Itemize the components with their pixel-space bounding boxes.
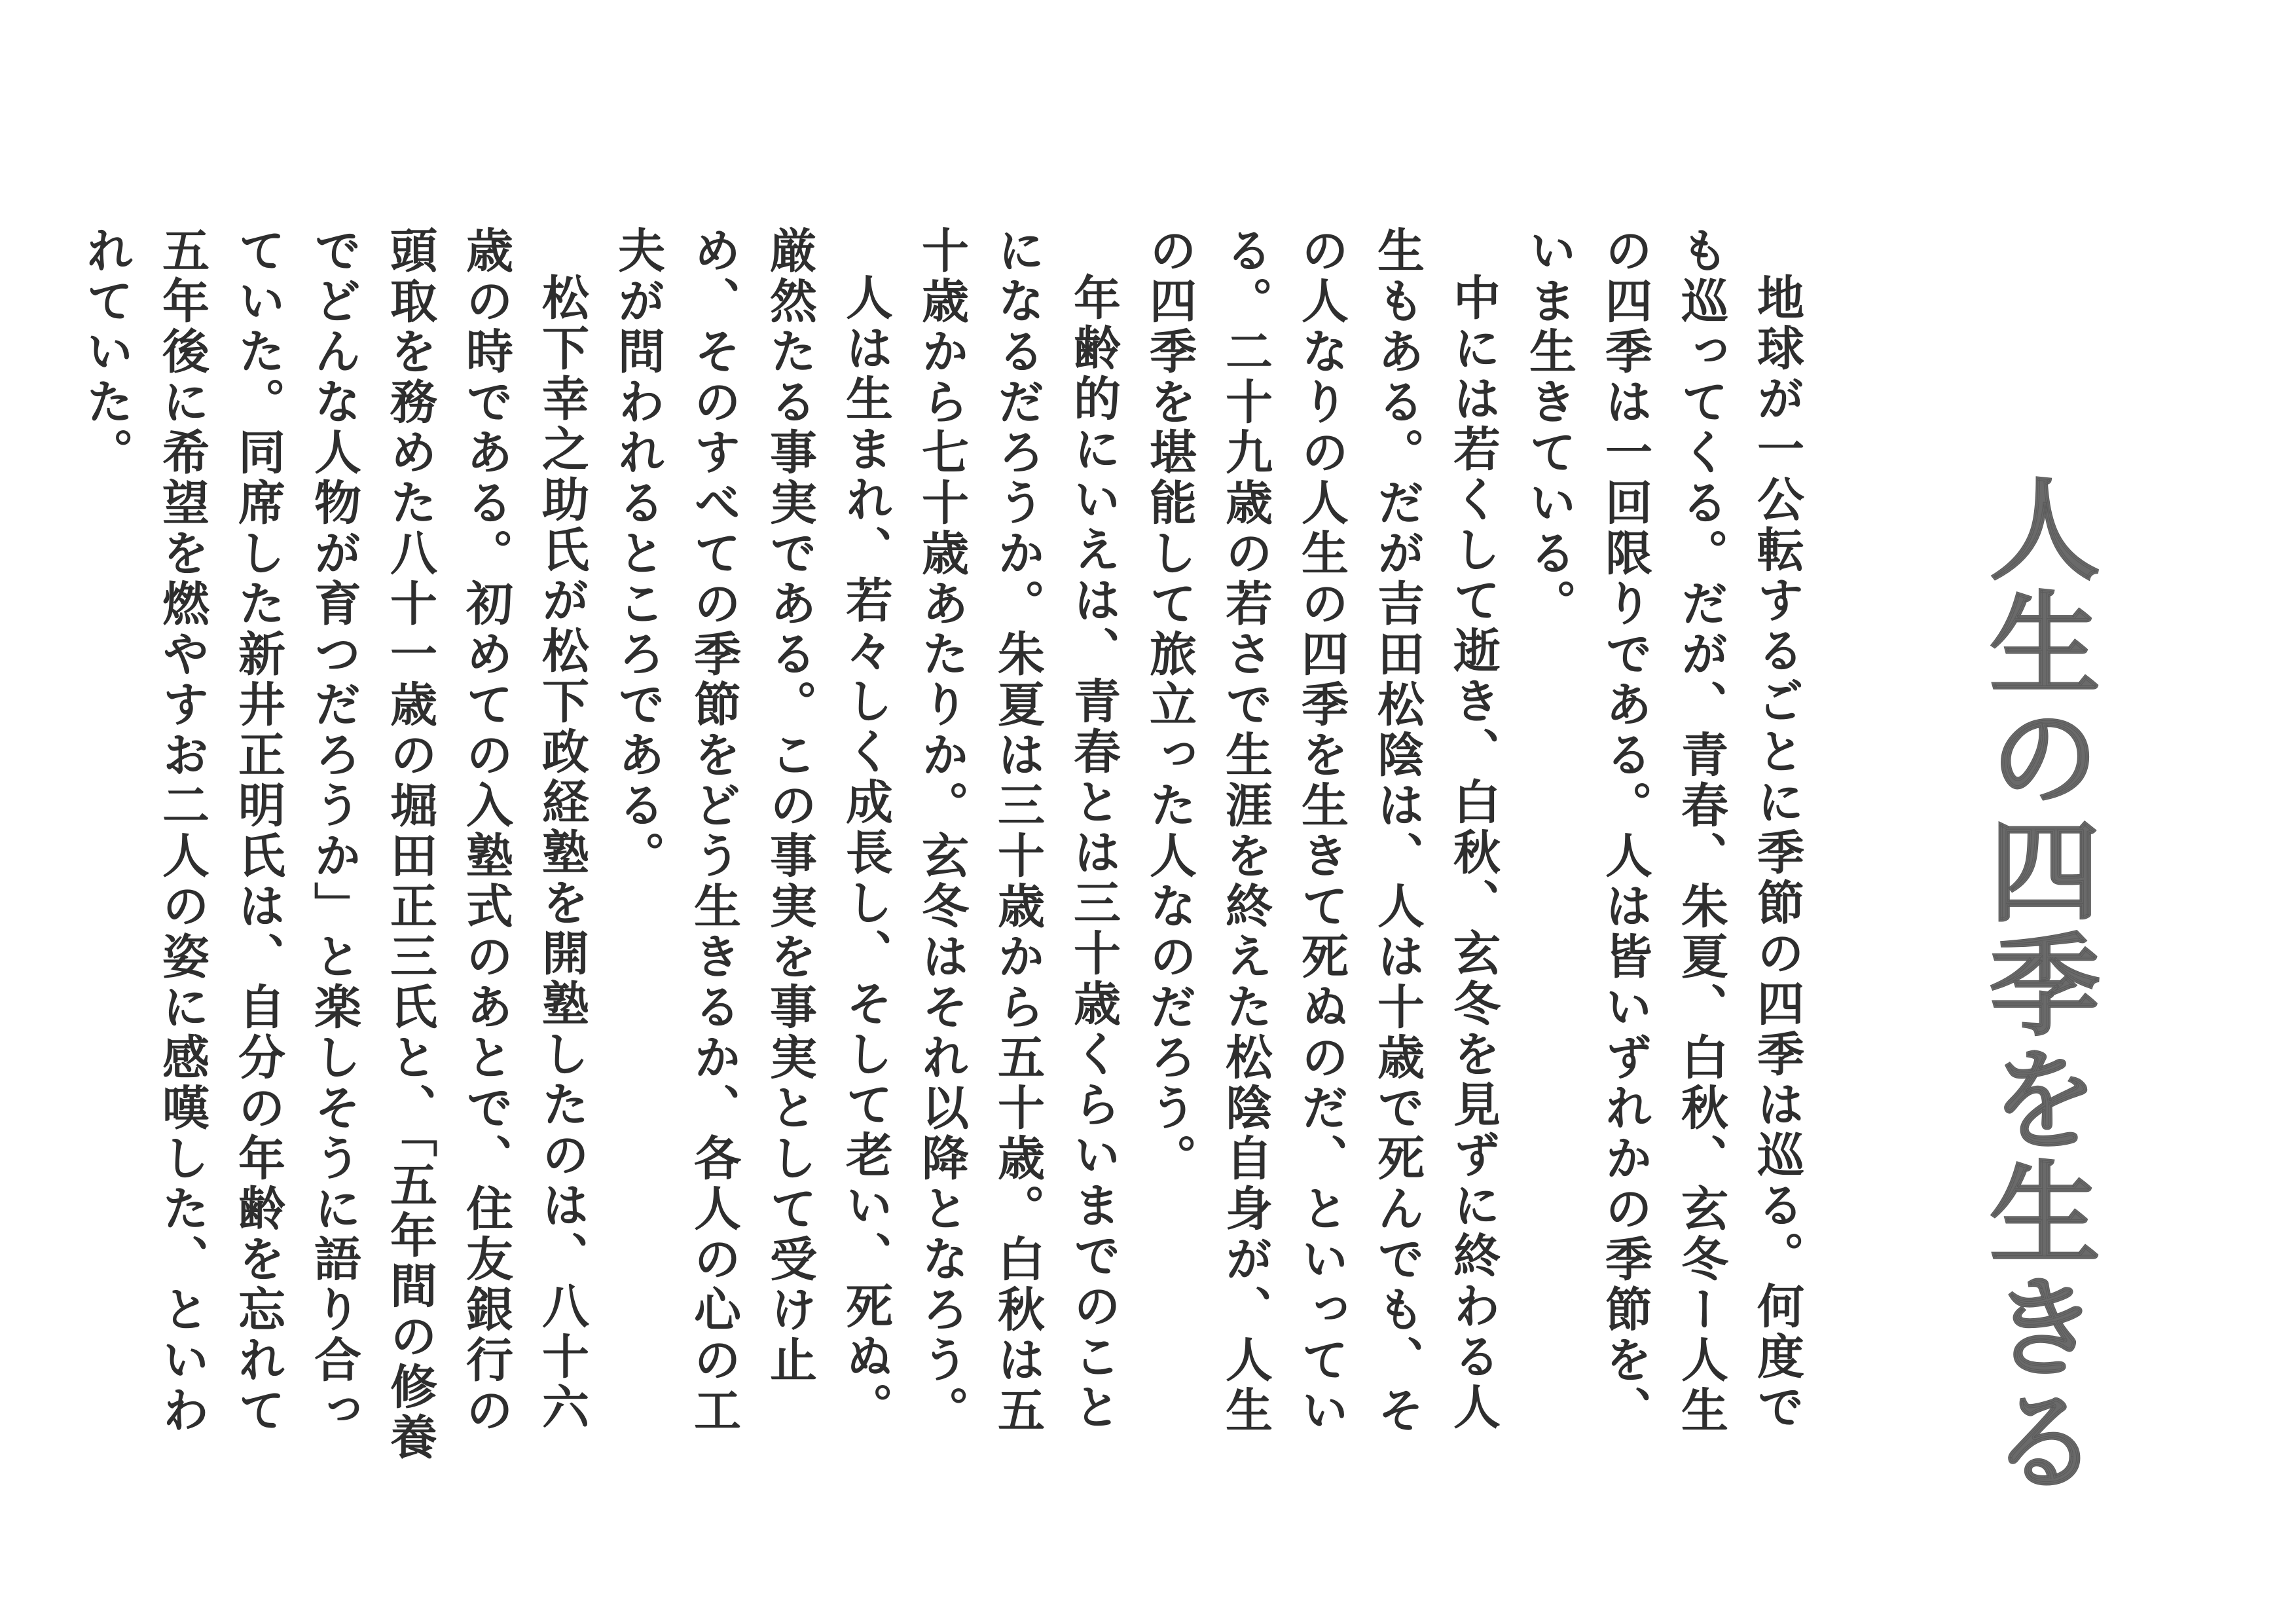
paragraph-1: 地球が一公転するごとに季節の四季は巡る。何度でも巡ってくる。だが、青春、朱夏、白秋、玄冬ー人生の四季は一回限りである。人は皆いずれかの季節を、いま生きている。	[1522, 226, 1805, 1436]
paragraph-5: 松下幸之助氏が松下政経塾を開塾したのは、八十六歳の時である。初めての入塾式のあとで、住友銀行の頭取を務めた八十一歳の堀田正三氏と、「五年間の修養でどんな人物が育つだろうか」と楽しそうに語り合っていた。同席した新井正明氏は、自分の年齢を忘れて五年後に希望を燃やすお二人の姿に感嘆した、といわれていた。	[79, 226, 590, 1463]
paragraph-2: 中には若くして逝き、白秋、玄冬を見ずに終わる人生もある。だが吉田松陰は、人は十歳で死んでも、その人なりの人生の四季を生きて死ぬのだ、といっている。二十九歳の若さで生涯を終えた松陰自身が、人生の四季を堪能して旅立った人なのだろう。	[1142, 226, 1501, 1436]
paragraph-4: 人は生まれ、若々しく成長し、そして老い、死ぬ。厳然たる事実である。この事実を事実として受け止め、そのすべての季節をどう生きるか、各人の心の工夫が問われるところである。	[610, 226, 894, 1436]
page-title: 人生の四季を生きる	[1969, 471, 2101, 1497]
essay-body	[30, 226, 1815, 1470]
paragraph-3: 年齢的にいえは、青春とは三十歳くらいまでのことになるだろうか。朱夏は三十歳から五十歳。白秋は五十歳から七十歳あたりか。玄冬はそれ以降となろう。	[914, 226, 1121, 1436]
